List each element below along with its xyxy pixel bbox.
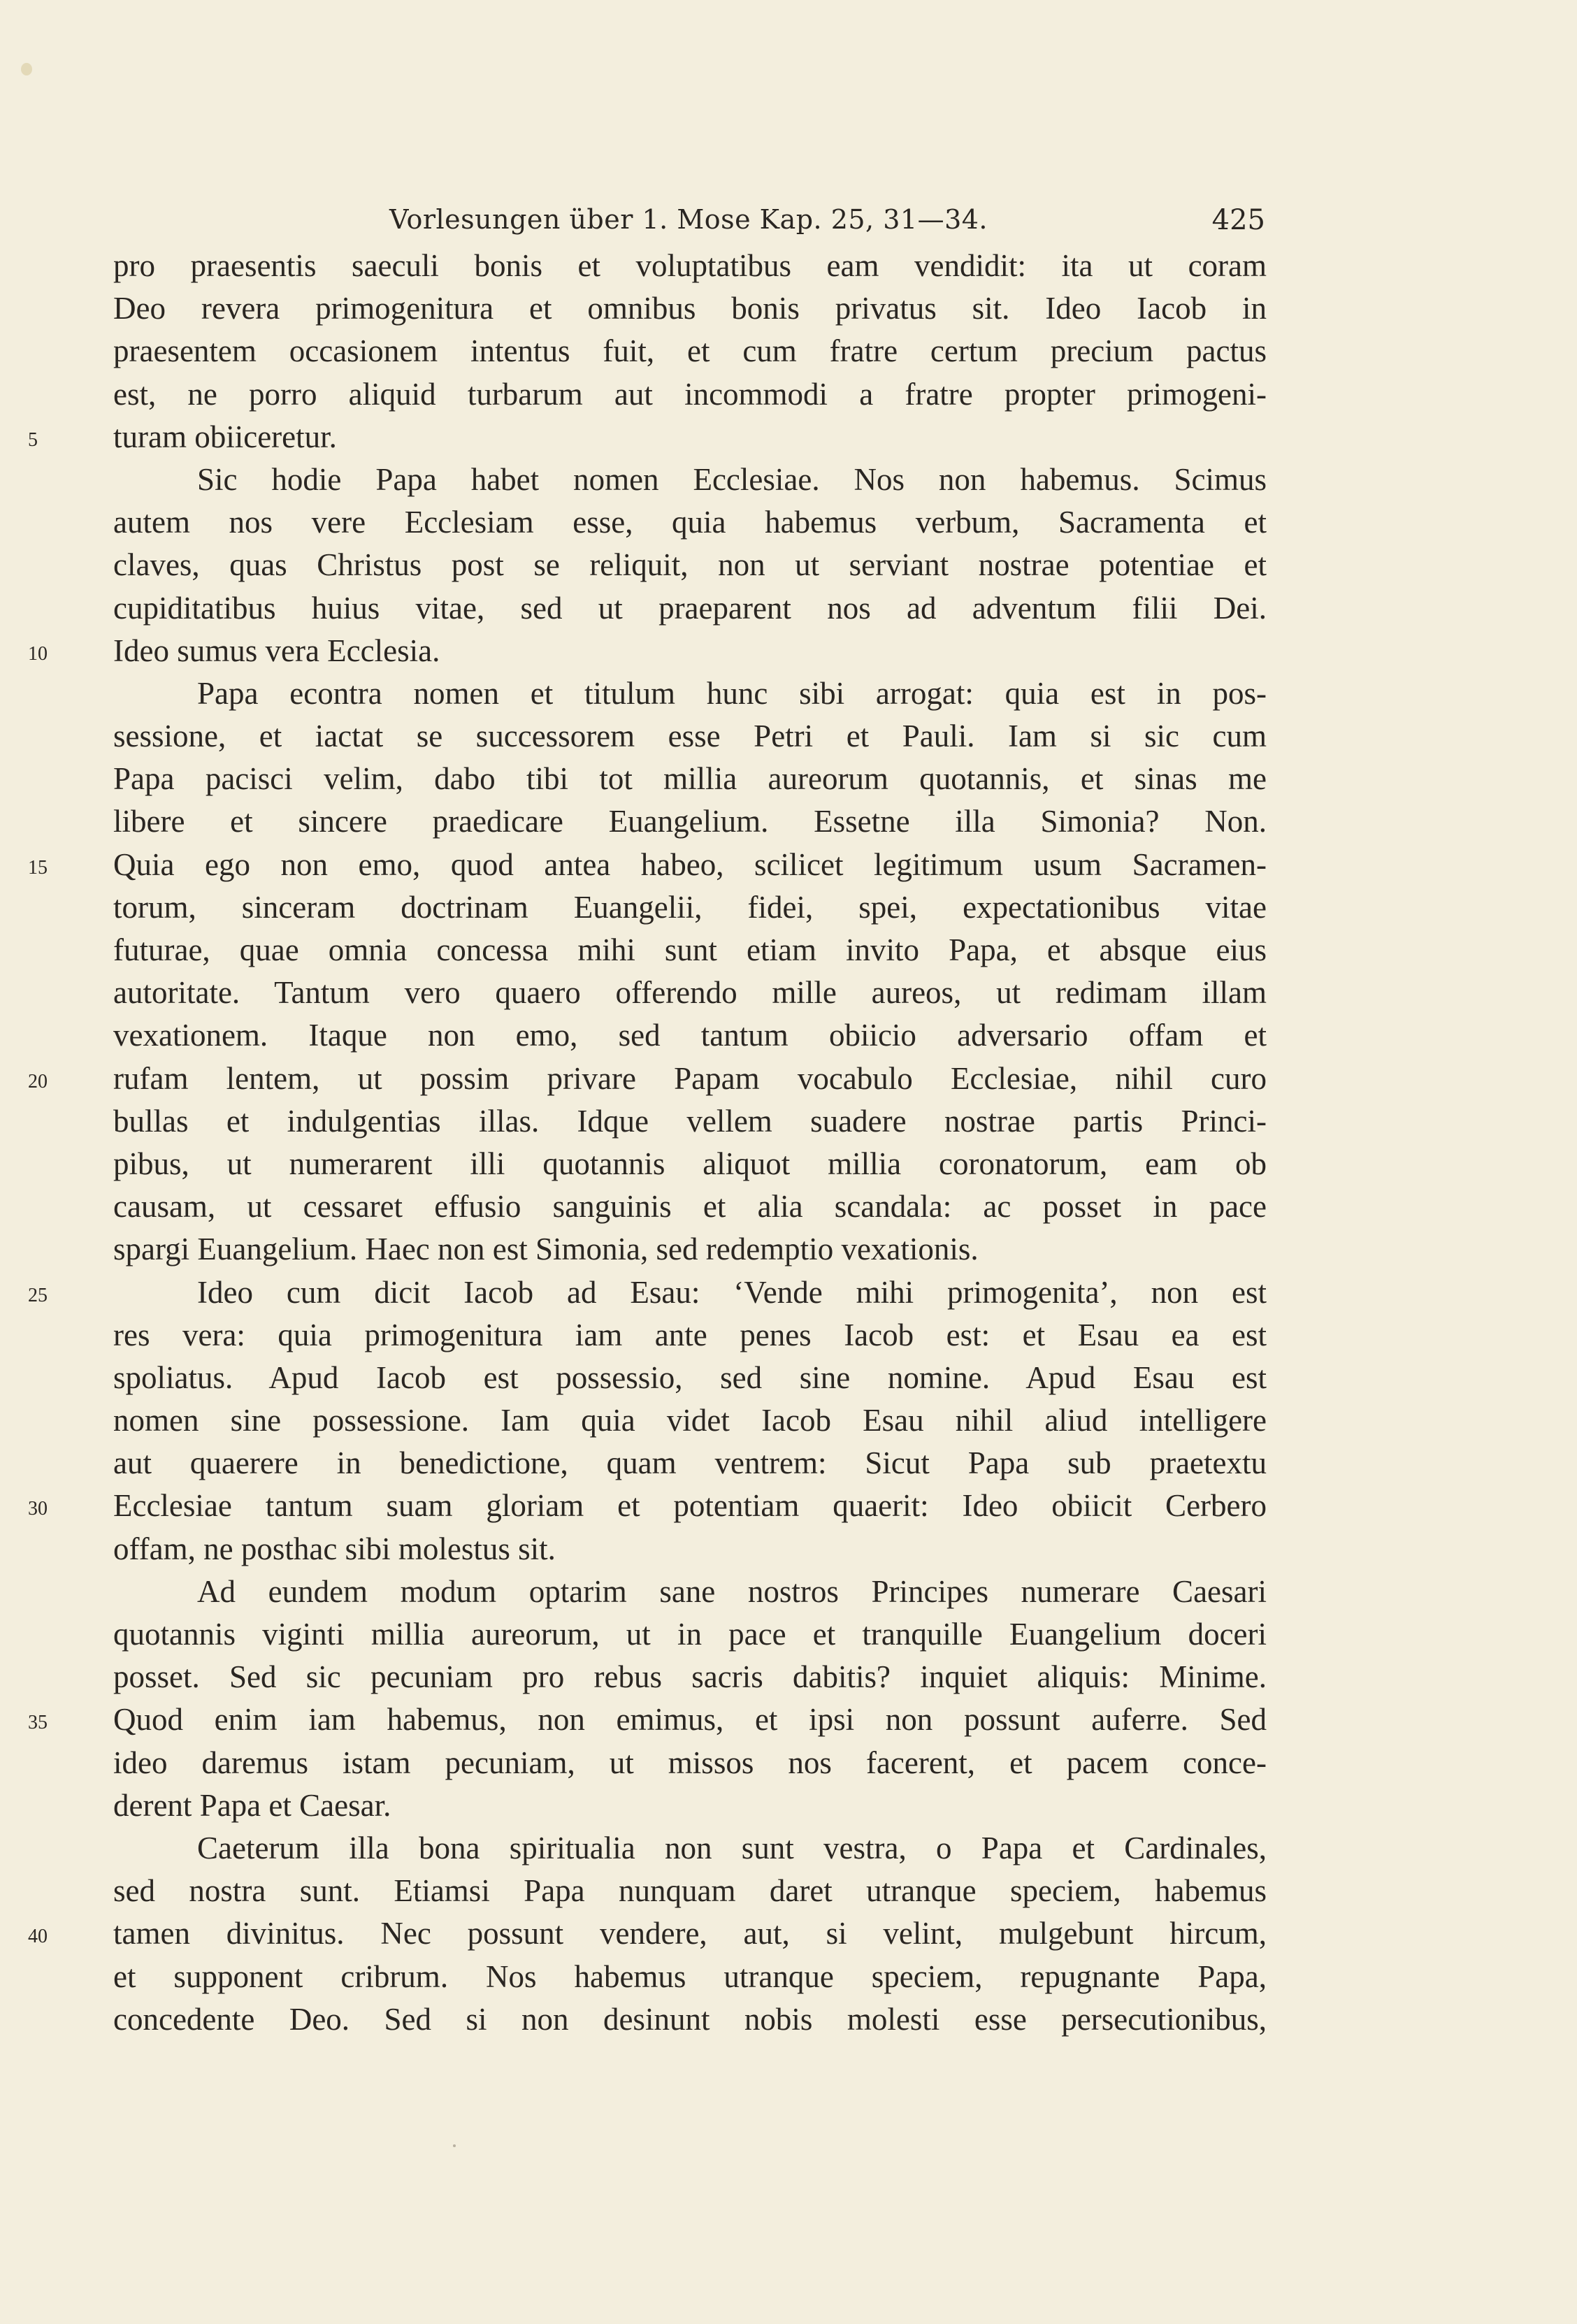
text-line	[113, 1571, 1267, 1613]
line-text: ideo daremus istam pecuniam, ut missos nos facerent, et pacem conce-	[113, 1745, 1267, 1780]
text-line	[28, 1058, 1267, 1100]
line-text: Deo revera primogenitura et omnibus bonis privatus sit. Ideo Iacob in	[113, 291, 1267, 326]
line-text: libere et sincere praedicare Euangelium. Essetne illa Simonia? Non.	[113, 804, 1267, 839]
text-line	[28, 1698, 1267, 1741]
page-number: 425	[1211, 204, 1265, 236]
text-line	[113, 1656, 1267, 1698]
text-line	[113, 501, 1267, 544]
line-text: Ideo cum dicit Iacob ad Esau: ‘Vende mihi primogenita’, non est	[197, 1274, 1267, 1310]
text-line	[113, 672, 1267, 715]
text-line	[28, 1485, 1267, 1527]
text-line	[113, 1143, 1267, 1185]
line-text: Quia ego non emo, quod antea habeo, scilicet legitimum usum Sacramen-	[113, 846, 1267, 882]
line-text: turam obiiceretur.	[113, 419, 337, 454]
line-text: est, ne porro aliquid turbarum aut incommodi a fratre propter primogeni-	[113, 376, 1267, 412]
text-line	[113, 1185, 1267, 1228]
running-head: Vorlesungen über 1. Mose Kap. 25, 31—34.	[389, 204, 988, 235]
text-line	[28, 416, 1267, 459]
line-text: spargi Euangelium. Haec non est Simonia, sed redemptio vexationis.	[113, 1232, 979, 1267]
text-line	[113, 544, 1267, 586]
text-line	[113, 1399, 1267, 1442]
line-text: Ecclesiae tantum suam gloriam et potentiam quaerit: Ideo obiicit Cerbero	[113, 1488, 1267, 1524]
text-line	[113, 1870, 1267, 1912]
text-line	[113, 1100, 1267, 1143]
line-text: sed nostra sunt. Etiamsi Papa nunquam daret utranque speciem, habemus	[113, 1873, 1267, 1909]
line-text: tamen divinitus. Nec possunt vendere, aut, si velint, mulgebunt hircum,	[113, 1916, 1267, 1951]
text-line	[113, 1528, 1267, 1571]
line-text: posset. Sed sic pecuniam pro rebus sacris dabitis? inquiet aliquis: Minime.	[113, 1659, 1267, 1695]
line-text: Papa econtra nomen et titulum hunc sibi arrogat: quia est in pos-	[197, 675, 1267, 711]
text-line	[113, 1014, 1267, 1057]
text-line	[113, 1613, 1267, 1656]
line-text: et supponent cribrum. Nos habemus utranque speciem, repugnante Papa,	[113, 1958, 1267, 1994]
line-number: 5	[28, 428, 38, 451]
text-line	[113, 287, 1267, 330]
text-line	[113, 1827, 1267, 1870]
text-line	[113, 587, 1267, 630]
text-line	[113, 1998, 1267, 2041]
line-text: cupiditatibus huius vitae, sed ut praeparent nos ad adventum filii Dei.	[113, 590, 1267, 626]
text-line	[113, 1784, 1267, 1827]
text-line	[113, 330, 1267, 373]
text-line	[113, 1742, 1267, 1784]
line-text: quotannis viginti millia aureorum, ut in pace et tranquille Euangelium doceri	[113, 1617, 1267, 1652]
text-line	[113, 886, 1267, 929]
line-text: futurae, quae omnia concessa mihi sunt etiam invito Papa, et absque eius	[113, 932, 1267, 967]
line-text: derent Papa et Caesar.	[113, 1787, 391, 1823]
text-line	[113, 459, 1267, 501]
line-text: Ad eundem modum optarim sane nostros Principes numerare Caesari	[197, 1573, 1267, 1609]
line-text: offam, ne posthac sibi molestus sit.	[113, 1531, 556, 1566]
line-number: 25	[28, 1284, 48, 1306]
text-line	[113, 715, 1267, 758]
line-text: Ideo sumus vera Ecclesia.	[113, 633, 440, 668]
line-text: causam, ut cessaret effusio sanguinis et alia scandala: ac posset in pace	[113, 1189, 1267, 1225]
text-line	[113, 1442, 1267, 1485]
line-number: 35	[28, 1712, 48, 1734]
line-text: spoliatus. Apud Iacob est possessio, sed sine nomine. Apud Esau est	[113, 1359, 1267, 1395]
line-number: 10	[28, 642, 48, 665]
line-number: 40	[28, 1926, 48, 1948]
text-line	[28, 630, 1267, 672]
line-text: Caeterum illa bona spiritualia non sunt vestra, o Papa et Cardinales,	[197, 1830, 1267, 1865]
text-line	[113, 1357, 1267, 1399]
line-text: praesentem occasionem intentus fuit, et cum fratre certum precium pactus	[113, 333, 1267, 369]
line-text: autem nos vere Ecclesiam esse, quia habemus verbum, Sacramenta et	[113, 505, 1267, 540]
line-number: 15	[28, 856, 48, 879]
line-text: pro praesentis saeculi bonis et voluptatibus eam vendidit: ita ut coram	[113, 248, 1267, 283]
text-line	[113, 245, 1267, 287]
line-text: claves, quas Christus post se reliquit, non ut serviant nostrae potentiae et	[113, 547, 1267, 583]
text-line	[28, 1912, 1267, 1955]
text-line	[28, 844, 1267, 886]
line-text: aut quaerere in benedictione, quam ventrem: Sicut Papa sub praetextu	[113, 1445, 1267, 1481]
line-text: res vera: quia primogenitura iam ante penes Iacob est: et Esau ea est	[113, 1317, 1267, 1352]
text-line	[113, 1228, 1267, 1271]
text-line	[113, 972, 1267, 1014]
text-body	[28, 245, 1267, 2041]
line-text: Quod enim iam habemus, non emimus, et ipsi non possunt auferre. Sed	[113, 1702, 1267, 1738]
line-text: autoritate. Tantum vero quaero offerendo mille aureos, ut redimam illam	[113, 975, 1267, 1011]
text-line	[28, 1271, 1267, 1314]
line-number: 30	[28, 1498, 48, 1520]
line-text: bullas et indulgentias illas. Idque vellem suadere nostrae partis Princi-	[113, 1103, 1267, 1139]
line-text: concedente Deo. Sed si non desinunt nobis molesti esse persecutionibus,	[113, 2001, 1267, 2037]
line-text: vexationem. Itaque non emo, sed tantum obiicio adversario offam et	[113, 1018, 1267, 1053]
line-text: Sic hodie Papa habet nomen Ecclesiae. Nos non habemus. Scimus	[197, 461, 1267, 497]
line-text: rufam lentem, ut possim privare Papam vocabulo Ecclesiae, nihil curo	[113, 1060, 1267, 1096]
text-line	[113, 800, 1267, 843]
line-text: torum, sinceram doctrinam Euangelii, fidei, spei, expectationibus vitae	[113, 889, 1267, 925]
text-line	[113, 1956, 1267, 1998]
text-line	[113, 758, 1267, 800]
paper-speck	[453, 2144, 456, 2147]
line-text: nomen sine possessione. Iam quia videt Iacob Esau nihil aliud intelligere	[113, 1403, 1267, 1438]
line-text: sessione, et iactat se successorem esse Petri et Pauli. Iam si sic cum	[113, 719, 1267, 754]
line-number: 20	[28, 1070, 48, 1092]
line-text: pibus, ut numerarent illi quotannis aliquot millia coronatorum, eam ob	[113, 1146, 1267, 1181]
text-line	[113, 929, 1267, 972]
line-text: Papa pacisci velim, dabo tibi tot millia aureorum quotannis, et sinas me	[113, 761, 1267, 797]
paper-speck	[21, 63, 32, 75]
text-line	[113, 1314, 1267, 1357]
text-line	[113, 373, 1267, 416]
page-header	[112, 201, 1265, 243]
